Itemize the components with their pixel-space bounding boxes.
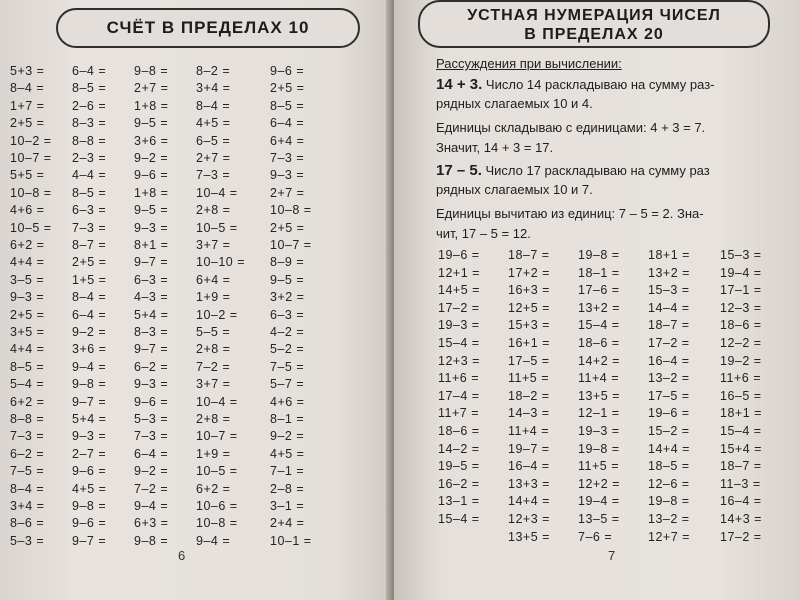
right-page — [394, 0, 800, 600]
exercise-item: 16+3 = — [508, 283, 550, 298]
example-2-line-2: рядных слагаемых 10 и 7. — [436, 182, 593, 197]
exercise-item: 3+7 = — [196, 238, 231, 252]
exercise-item: 2+5 = — [270, 220, 305, 235]
exercise-item: 17+2 = — [508, 265, 550, 280]
exercise-item: 11+6 = — [438, 371, 480, 386]
exercise-item: 14–4 = — [648, 300, 690, 315]
exercise-item: 13+2 = — [648, 265, 690, 280]
exercise-item: 14+2 = — [578, 353, 620, 368]
exercise-item: 10–8 = — [196, 516, 238, 531]
exercise-item: 4+6 = — [270, 394, 305, 409]
exercise-item: 3+2 = — [270, 290, 305, 305]
exercise-item: 4+5 = — [270, 446, 305, 461]
exercise-item: 17–2 = — [648, 336, 690, 350]
exercise-item: 3+6 = — [72, 342, 107, 357]
exercise-item: 18+1 = — [720, 406, 762, 421]
exercise-item: 2+5 = — [10, 307, 45, 322]
exercise-item: 14+4 = — [508, 494, 550, 509]
exercise-item: 18–1 = — [578, 265, 620, 280]
exercise-item: 6+4 = — [196, 272, 231, 287]
exercise-item: 13–2 = — [648, 512, 690, 526]
exercise-item: 8–3 = — [72, 116, 107, 131]
exercise-item: 7–2 = — [134, 481, 169, 496]
example-1-line-4: Значит, 14 + 3 = 17. — [436, 140, 554, 155]
exercise-item: 14+5 = — [438, 283, 480, 298]
exercise-item: 10–10 = — [196, 255, 246, 270]
exercise-item: 10–7 = — [10, 151, 52, 165]
exercise-item: 5–4 = — [10, 377, 45, 392]
exercise-item: 18–6 = — [578, 336, 620, 350]
exercise-item: 2+5 = — [10, 116, 45, 131]
exercise-item: 13+2 = — [578, 300, 620, 315]
exercise-item: 12–1 = — [578, 406, 620, 421]
exercise-item: 3+7 = — [196, 377, 231, 392]
exercise-item: 19–5 = — [438, 459, 480, 474]
exercise-item: 3+4 = — [10, 499, 45, 513]
exercise-item: 8–8 = — [72, 133, 107, 148]
exercise-item: 2–8 = — [270, 481, 305, 496]
exercise-item: 3+6 = — [134, 133, 169, 148]
exercise-item: 8–5 = — [72, 185, 107, 200]
exercise-item: 17–2 = — [720, 529, 762, 544]
exercise-item: 9–6 = — [72, 464, 107, 479]
exercise-item: 6–4 = — [72, 307, 107, 322]
exercise-item: 6–2 = — [10, 446, 45, 461]
exercise-item: 6–4 = — [134, 446, 169, 461]
exercise-item: 12+1 = — [438, 265, 480, 280]
exercise-item: 17–1 = — [720, 283, 762, 298]
exercise-item: 8–5 = — [10, 359, 45, 374]
exercise-item: 9–6 = — [134, 168, 169, 183]
exercise-item: 1+9 = — [196, 446, 231, 461]
exercise-item: 9–4 = — [196, 533, 231, 548]
exercise-item: 4+4 = — [10, 342, 45, 357]
exercise-item: 15+4 = — [720, 441, 762, 456]
exercise-item: 6+2 = — [196, 481, 231, 496]
exercise-item: 7–3 = — [196, 168, 231, 183]
example-2-text: Число 17 раскладываю на сумму раз — [481, 163, 710, 178]
example-2-line-3: Единицы вычитаю из единиц: 7 – 5 = 2. Зна- — [436, 206, 704, 221]
exercise-item: 19–6 = — [438, 248, 480, 262]
exercise-item: 19–3 = — [578, 424, 620, 438]
exercise-item: 2+5 = — [270, 81, 305, 96]
exercise-item: 17–5 = — [648, 388, 690, 403]
exercise-item: 4+5 = — [72, 481, 107, 496]
exercise-item: 2+8 = — [196, 342, 231, 357]
right-title-line-2: В ПРЕДЕЛАХ 20 — [524, 26, 664, 43]
exercise-item: 3–5 = — [10, 272, 45, 287]
left-page — [0, 0, 394, 600]
exercise-item: 9–8 = — [134, 64, 169, 78]
exercise-item: 6–3 = — [134, 272, 169, 287]
exercise-item: 6+3 = — [134, 516, 169, 531]
exercise-item: 11+6 = — [720, 371, 762, 386]
exercise-item: 9–6 = — [134, 394, 169, 409]
left-page-title: СЧЁТ В ПРЕДЕЛАХ 10 — [56, 8, 360, 48]
exercise-item: 16–4 = — [720, 494, 762, 509]
exercise-item: 2+8 = — [196, 203, 231, 218]
exercise-item: 16–4 = — [508, 459, 550, 474]
exercise-item: 12–3 = — [720, 300, 762, 315]
exercise-item: 11+4 = — [578, 371, 620, 386]
exercise-item: 1+7 = — [10, 98, 45, 113]
exercise-item: 6–2 = — [134, 359, 169, 374]
exercise-item: 10–2 = — [10, 133, 52, 148]
exercise-item: 2+5 = — [72, 255, 107, 270]
exercise-item: 9–5 = — [134, 116, 169, 131]
exercise-item: 10–6 = — [196, 499, 238, 513]
exercise-item: 9–3 = — [270, 168, 305, 183]
exercise-item: 2+7 = — [270, 185, 305, 200]
exercise-item: 11+5 = — [578, 459, 620, 474]
exercise-item: 19–8 = — [578, 441, 620, 456]
exercise-item: 10–4 = — [196, 185, 238, 200]
exercise-item: 9–8 = — [72, 499, 107, 513]
exercise-item: 10–7 = — [270, 238, 312, 252]
exercise-item: 4+4 = — [10, 255, 45, 270]
exercise-item: 17–2 = — [438, 300, 480, 315]
exercise-item: 7–3 = — [270, 151, 305, 165]
reasoning-heading: Рассуждения при вычислении: — [436, 56, 622, 71]
exercise-item: 19–8 = — [648, 494, 690, 509]
exercise-item: 13+5 = — [578, 388, 620, 403]
exercise-item: 5+3 = — [10, 64, 45, 78]
exercise-item: 9–7 = — [134, 255, 169, 270]
exercise-item: 10–7 = — [196, 429, 238, 444]
exercise-item: 6–3 = — [270, 307, 305, 322]
exercise-item: 9–3 = — [134, 220, 169, 235]
exercise-item: 7–3 = — [10, 429, 45, 444]
exercise-item: 14+3 = — [720, 512, 762, 526]
exercise-item: 4+6 = — [10, 203, 45, 218]
exercise-item: 4–3 = — [134, 290, 169, 305]
exercise-item: 9–3 = — [134, 377, 169, 392]
exercise-item: 16–5 = — [720, 388, 762, 403]
exercise-item: 18–7 = — [648, 318, 690, 333]
exercise-item: 18–6 = — [720, 318, 762, 333]
example-2-line-4: чит, 17 – 5 = 12. — [436, 226, 531, 241]
exercise-item: 9–6 = — [270, 64, 305, 78]
exercise-item: 18–2 = — [508, 388, 550, 403]
exercise-item: 8–6 = — [10, 516, 45, 531]
exercise-item: 9–2 = — [72, 325, 107, 339]
exercise-item: 5–7 = — [270, 377, 305, 392]
exercise-item: 8–4 = — [10, 481, 45, 496]
exercise-item: 2–3 = — [72, 151, 107, 165]
exercise-item: 14–2 = — [438, 441, 480, 456]
exercise-item: 6–4 = — [72, 64, 107, 78]
exercise-item: 9–5 = — [270, 272, 305, 287]
exercise-item: 8–2 = — [196, 64, 231, 78]
left-page-number: 6 — [178, 548, 186, 563]
example-1-line-3: Единицы складываю с единицами: 4 + 3 = 7. — [436, 120, 706, 135]
exercise-item: 18–6 = — [438, 424, 480, 438]
exercise-item: 9–2 = — [134, 151, 169, 165]
exercise-item: 1+5 = — [72, 272, 107, 287]
exercise-item: 2+4 = — [270, 516, 305, 531]
exercise-item: 16–2 = — [438, 476, 480, 491]
exercise-item: 19–8 = — [578, 248, 620, 262]
exercise-item: 12+7 = — [648, 529, 690, 544]
exercise-item: 5–3 = — [10, 533, 45, 548]
exercise-item: 19–3 = — [438, 318, 480, 333]
exercise-item: 16+1 = — [508, 336, 550, 350]
exercise-item: 16–4 = — [648, 353, 690, 368]
exercise-item: 6–3 = — [72, 203, 107, 218]
exercise-item: 7–5 = — [10, 464, 45, 479]
exercise-item: 7–3 = — [72, 220, 107, 235]
exercise-item: 2+7 = — [196, 151, 231, 165]
exercise-item: 3–1 = — [270, 499, 305, 513]
exercise-item: 9–5 = — [134, 203, 169, 218]
exercise-item: 6+2 = — [10, 238, 45, 252]
exercise-item: 8–1 = — [270, 412, 305, 426]
exercise-item: 5+4 = — [134, 307, 169, 322]
exercise-item: 15–3 = — [648, 283, 690, 298]
exercise-item: 4–4 = — [72, 168, 107, 183]
exercise-item: 2–6 = — [72, 98, 107, 113]
exercise-item: 9–4 = — [72, 359, 107, 374]
exercise-item: 3+5 = — [10, 325, 45, 339]
exercise-item: 17–5 = — [508, 353, 550, 368]
right-page-title — [418, 0, 770, 48]
exercise-item: 19–4 = — [578, 494, 620, 509]
exercise-item: 5–3 = — [134, 412, 169, 426]
exercise-item: 15–4 = — [438, 512, 480, 526]
exercise-item: 5+5 = — [10, 168, 45, 183]
exercise-item: 3+4 = — [196, 81, 231, 96]
exercise-item: 12+2 = — [578, 476, 620, 491]
exercise-item: 9–2 = — [134, 464, 169, 479]
exercise-item: 11+5 = — [508, 371, 550, 386]
exercise-item: 9–4 = — [134, 499, 169, 513]
exercise-item: 2–7 = — [72, 446, 107, 461]
exercise-item: 8–5 = — [270, 98, 305, 113]
exercise-item: 14–3 = — [508, 406, 550, 421]
exercise-item: 6–4 = — [270, 116, 305, 131]
exercise-item: 6+4 = — [270, 133, 305, 148]
exercise-item: 2+7 = — [134, 81, 169, 96]
right-title-line-1: УСТНАЯ НУМЕРАЦИЯ ЧИСЕЛ — [467, 7, 721, 24]
exercise-item: 4–2 = — [270, 325, 305, 339]
exercise-item: 1+8 = — [134, 98, 169, 113]
exercise-item: 8–7 = — [72, 238, 107, 252]
exercise-item: 12+5 = — [508, 300, 550, 315]
exercise-item: 7–2 = — [196, 359, 231, 374]
exercise-item: 6–5 = — [196, 133, 231, 148]
exercise-item: 10–4 = — [196, 394, 238, 409]
exercise-item: 5+4 = — [72, 412, 107, 426]
exercise-item: 13–1 = — [438, 494, 480, 509]
exercise-item: 14+4 = — [648, 441, 690, 456]
example-2-line-1 — [436, 162, 710, 179]
exercise-item: 19–4 = — [720, 265, 762, 280]
exercise-item: 12+3 = — [438, 353, 480, 368]
exercise-item: 18–7 = — [508, 248, 550, 262]
exercise-item: 10–5 = — [196, 464, 238, 479]
exercise-item: 6+2 = — [10, 394, 45, 409]
exercise-item: 8–9 = — [270, 255, 305, 270]
exercise-item: 12+3 = — [508, 512, 550, 526]
example-1-expression: 14 + 3. — [436, 76, 483, 93]
exercise-item: 7–3 = — [134, 429, 169, 444]
exercise-item: 10–8 = — [10, 185, 52, 200]
exercise-item: 18–7 = — [720, 459, 762, 474]
exercise-item: 9–8 = — [134, 533, 169, 548]
exercise-item: 10–8 = — [270, 203, 312, 218]
exercise-item: 17–6 = — [578, 283, 620, 298]
exercise-item: 2+8 = — [196, 412, 231, 426]
example-1-line-2: рядных слагаемых 10 и 4. — [436, 96, 593, 111]
exercise-item: 11+7 = — [438, 406, 480, 421]
exercise-item: 10–5 = — [10, 220, 52, 235]
exercise-item: 15–3 = — [720, 248, 762, 262]
exercise-item: 12–6 = — [648, 476, 690, 491]
exercise-item: 9–3 = — [72, 429, 107, 444]
exercise-item: 8–3 = — [134, 325, 169, 339]
example-1-line-1 — [436, 76, 714, 93]
exercise-item: 11–3 = — [720, 476, 761, 491]
exercise-item: 7–5 = — [270, 359, 305, 374]
exercise-item: 19–2 = — [720, 353, 762, 368]
exercise-item: 10–5 = — [196, 220, 238, 235]
exercise-item: 8–5 = — [72, 81, 107, 96]
example-2-expression: 17 – 5. — [436, 162, 482, 179]
exercise-item: 19–6 = — [648, 406, 690, 421]
exercise-item: 8–8 = — [10, 412, 45, 426]
exercise-item: 13+5 = — [508, 529, 550, 544]
exercise-item: 5–2 = — [270, 342, 305, 357]
exercise-item: 8+1 = — [134, 238, 169, 252]
exercise-item: 12–2 = — [720, 336, 762, 350]
exercise-item: 7–1 = — [270, 464, 305, 479]
exercise-item: 8–4 = — [72, 290, 107, 305]
example-1-text: Число 14 раскладываю на сумму раз- — [482, 77, 715, 92]
exercise-item: 15–4 = — [578, 318, 620, 333]
exercise-item: 9–7 = — [72, 533, 107, 548]
right-page-number: 7 — [608, 548, 616, 563]
exercise-item: 8–4 = — [10, 81, 45, 96]
exercise-item: 7–6 = — [578, 529, 613, 544]
exercise-item: 9–7 = — [72, 394, 107, 409]
exercise-item: 13–2 = — [648, 371, 690, 386]
exercise-item: 5–5 = — [196, 325, 231, 339]
exercise-item: 18–5 = — [648, 459, 690, 474]
exercise-item: 10–2 = — [196, 307, 238, 322]
exercise-item: 19–7 = — [508, 441, 550, 456]
exercise-item: 9–8 = — [72, 377, 107, 392]
exercise-item: 1+8 = — [134, 185, 169, 200]
exercise-item: 9–2 = — [270, 429, 305, 444]
exercise-item: 15–4 = — [720, 424, 762, 438]
exercise-item: 9–7 = — [134, 342, 169, 357]
exercise-item: 8–4 = — [196, 98, 231, 113]
exercise-item: 4+5 = — [196, 116, 231, 131]
exercise-item: 9–3 = — [10, 290, 45, 305]
exercise-item: 18+1 = — [648, 248, 690, 262]
exercise-item: 1+9 = — [196, 290, 231, 305]
exercise-item: 13–5 = — [578, 512, 620, 526]
exercise-item: 15–2 = — [648, 424, 690, 438]
exercise-item: 9–6 = — [72, 516, 107, 531]
exercise-item: 11+4 = — [508, 424, 550, 438]
exercise-item: 10–1 = — [270, 533, 312, 548]
exercise-item: 15+3 = — [508, 318, 550, 333]
exercise-item: 13+3 = — [508, 476, 550, 491]
exercise-item: 17–4 = — [438, 388, 480, 403]
exercise-item: 15–4 = — [438, 336, 480, 350]
